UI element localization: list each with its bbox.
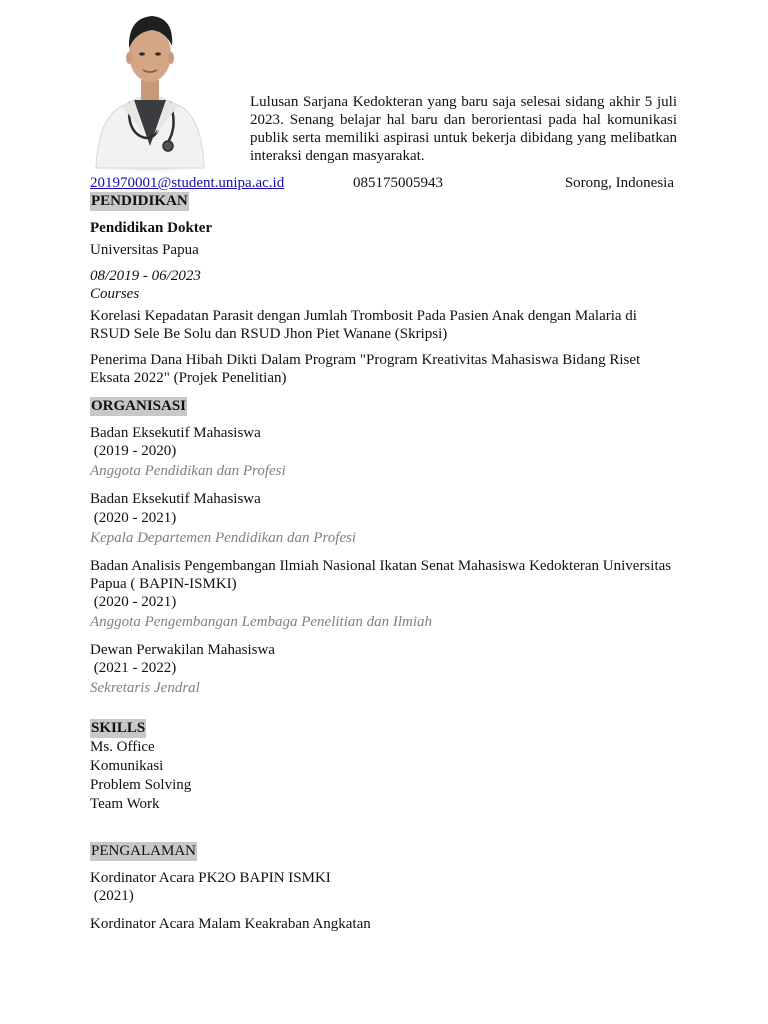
skill-item: Team Work <box>90 796 160 812</box>
organization-name: Badan Eksekutif Mahasiswa <box>90 491 261 507</box>
organization-period: (2020 - 2021) <box>90 510 177 526</box>
organization-item <box>90 557 680 631</box>
experience-item <box>90 869 680 905</box>
profile-summary: Lulusan Sarjana Kedokteran yang baru saja selesai sidang akhir 5 juli 2023. Senang belajar hal baru dan berorientasi pada hal komunikasi publik serta memiliki aspirasi untuk bekerja dibidang yang melibatkan interaksi dengan masyarakat. <box>250 94 677 164</box>
organization-name: Badan Eksekutif Mahasiswa <box>90 425 261 441</box>
course-item: Penerima Dana Hibah Dikti Dalam Program "Program Kreativitas Mahasiswa Bidang Riset Eksata 2022" (Projek Penelitian) <box>90 352 641 386</box>
skills-section <box>90 719 680 814</box>
education-degree: Pendidikan Dokter <box>90 220 213 236</box>
courses-label: Courses <box>90 286 140 302</box>
education-school: Universitas Papua <box>90 242 199 258</box>
experience-heading: PENGALAMAN <box>91 843 196 859</box>
phone-number: 085175005943 <box>353 175 443 191</box>
skill-item: Komunikasi <box>90 758 164 774</box>
skills-heading: SKILLS <box>91 720 146 736</box>
experience-name: Kordinator Acara PK2O BAPIN ISMKI <box>90 870 331 886</box>
organization-role: Sekretaris Jendral <box>90 680 200 696</box>
location: Sorong, Indonesia <box>564 175 674 191</box>
resume-content <box>90 192 680 933</box>
experience-section <box>90 842 680 933</box>
organization-item <box>90 641 680 697</box>
organization-role: Anggota Pendidikan dan Profesi <box>90 463 286 479</box>
organization-item <box>90 424 680 480</box>
organization-role: Anggota Pengembangan Lembaga Penelitian dan Ilmiah <box>90 614 433 630</box>
experience-item <box>90 915 680 933</box>
organization-period: (2021 - 2022) <box>90 660 177 676</box>
skill-item: Ms. Office <box>90 739 155 755</box>
education-heading: PENDIDIKAN <box>91 193 188 209</box>
organization-item <box>90 490 680 547</box>
education-section <box>90 192 680 387</box>
experience-name: Kordinator Acara Malam Keakraban Angkatan <box>90 916 371 932</box>
contact-row <box>90 174 680 192</box>
skill-item: Problem Solving <box>90 777 192 793</box>
organization-name: Badan Analisis Pengembangan Ilmiah Nasional Ikatan Senat Mahasiswa Kedokteran Universitas Papua ( BAPIN-ISMKI) <box>90 558 672 592</box>
organization-period: (2019 - 2020) <box>90 443 177 459</box>
education-period: 08/2019 - 06/2023 <box>90 268 201 284</box>
organization-period: (2020 - 2021) <box>90 594 177 610</box>
course-item: Korelasi Kepadatan Parasit dengan Jumlah Trombosit Pada Pasien Anak dengan Malaria di RSUD Sele Be Solu dan RSUD Jhon Piet Wanane (Skripsi) <box>90 308 637 342</box>
organization-role: Kepala Departemen Pendidikan dan Profesi <box>90 530 357 546</box>
email-link[interactable]: 201970001@student.unipa.ac.id <box>90 175 285 191</box>
organization-section <box>90 397 680 697</box>
experience-period: (2021) <box>90 888 134 904</box>
profile-photo <box>86 6 214 176</box>
organization-heading: ORGANISASI <box>91 398 187 414</box>
organization-name: Dewan Perwakilan Mahasiswa <box>90 642 275 658</box>
